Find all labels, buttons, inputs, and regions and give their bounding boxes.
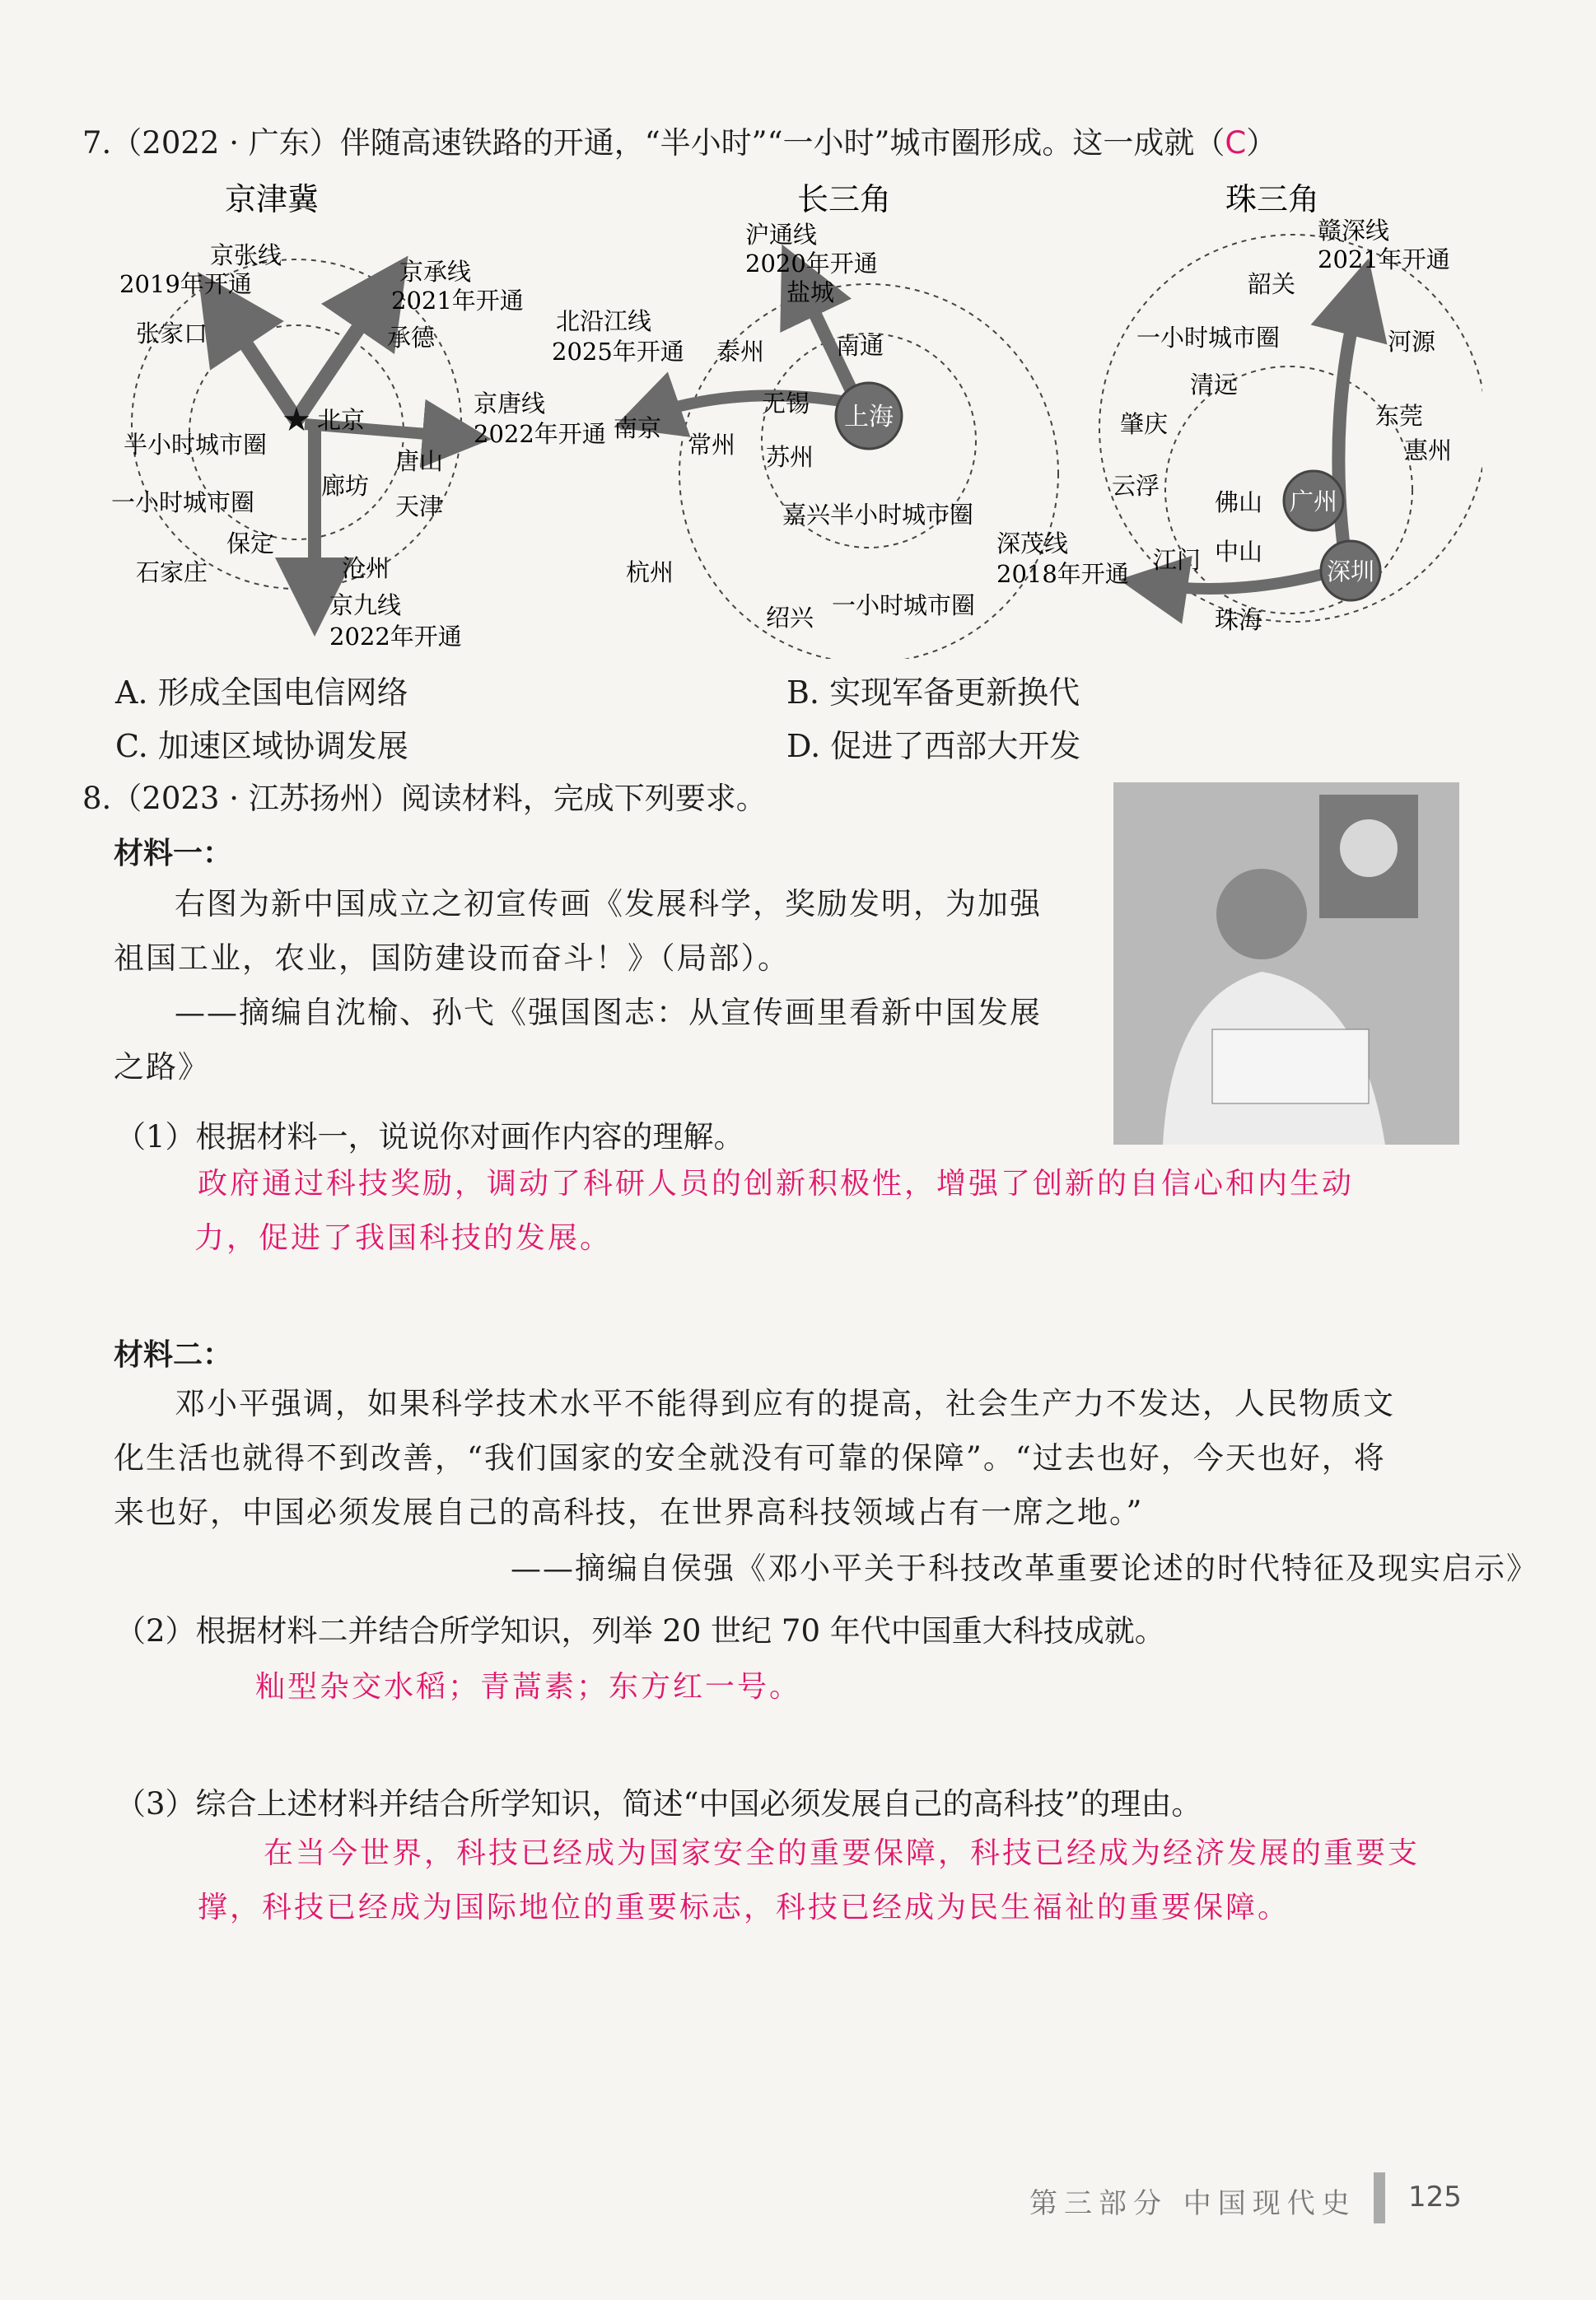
label-jingzhang-year: 2019年开通 [119, 270, 252, 298]
label-beiyan-year: 2025年开通 [552, 338, 684, 366]
label-nantong: 南通 [836, 332, 884, 360]
title-zsj: 珠三角 [1225, 181, 1320, 217]
label-jingzhang: 京张线 [210, 241, 282, 269]
option-a[interactable]: A. 形成全国电信网络 [115, 674, 408, 711]
answer-3: 在当今世界，科技已经成为国家安全的重要保障，科技已经成为经济发展的重要支 撑，科技已经成为国际地位的重要标志，科技已经成为民生福祉的重要保障。 [198, 1836, 1421, 1924]
label-hutong: 沪通线 [745, 221, 818, 249]
label-foshan: 佛山 [1215, 488, 1263, 516]
title-jjj: 京津冀 [224, 181, 320, 217]
label-zhongshan: 中山 [1215, 538, 1263, 566]
subquestion-2: （2）根据材料二并结合所学知识，列举 20 世纪 70 年代中国重大科技成就。 [115, 1613, 1165, 1649]
material-2-source: ——摘编自侯强《邓小平关于科技改革重要论述的时代特征及现实启示》 [511, 1551, 1538, 1586]
label-yancheng: 盐城 [786, 278, 835, 306]
material-1-text: 右图为新中国成立之初宣传画《发展科学，奖励发明，为加强 祖国工业，农业，国防建设而奋斗！》（局部）。 ——摘编自沈榆、孙弋《强国图志：从宣传画里看新中国发展 之路》 [114, 886, 1042, 1085]
label-jingjiu-year: 2022年开通 [329, 623, 462, 651]
label-heyuan: 河源 [1388, 328, 1436, 356]
label-shaoxing: 绍兴 [766, 604, 814, 632]
footer-divider [1374, 2172, 1385, 2223]
material-2-text: 邓小平强调，如果科学技术水平不能得到应有的提高，社会生产力不发达，人民物质文 化生活也就得不到改善，“我们国家的安全就没有可靠的保障”。“过去也好，今天也好，将 来也好，中国必须发展自己的高科技，在世界高科技领域占有一席之地。” [114, 1386, 1395, 1530]
label-zhaoqing: 肇庆 [1120, 410, 1169, 438]
label-jingjiu: 京九线 [329, 591, 402, 619]
label-huizhou: 惠州 [1404, 436, 1453, 464]
label-jiangmen: 江门 [1153, 546, 1202, 574]
option-d[interactable]: D. 促进了西部大开发 [786, 728, 1081, 764]
answer-2: 籼型杂交水稻；青蒿素；东方红一号。 [255, 1670, 802, 1704]
label-qingyuan: 清远 [1190, 371, 1239, 399]
q7-stem: 7.（2022 · 广东）伴随高速铁路的开通，“半小时”“一小时”城市圈形成。这一成就（C） [82, 125, 1277, 161]
label-zhangjiakou: 张家口 [136, 320, 208, 348]
label-langfang: 廊坊 [321, 472, 370, 500]
label-jjj-one-hour: 一小时城市圈 [111, 488, 255, 516]
label-suzhou: 苏州 [766, 443, 814, 471]
jjj-region [111, 241, 606, 651]
label-tianjin: 天津 [395, 492, 444, 520]
label-shijiazhuang: 石家庄 [136, 558, 208, 586]
label-hangzhou: 杭州 [626, 558, 674, 586]
propaganda-poster-image [1113, 782, 1459, 1145]
label-jingcheng: 京承线 [399, 258, 472, 286]
option-c[interactable]: C. 加速区域协调发展 [115, 728, 408, 764]
label-shenmao: 深茂线 [996, 530, 1069, 558]
label-shenzhen: 深圳 [1326, 558, 1375, 585]
q7-answer: C [1225, 125, 1247, 161]
label-beijing: 北京 [317, 406, 366, 434]
label-jingcheng-year: 2021年开通 [391, 287, 524, 315]
label-taizhou: 泰州 [716, 338, 765, 366]
label-jingtang-year: 2022年开通 [474, 420, 606, 448]
material-1-label: 材料一： [114, 836, 233, 870]
label-shenmao-year: 2018年开通 [996, 560, 1129, 588]
label-zsj-one-hour: 一小时城市圈 [1136, 324, 1281, 352]
footer-section: 第三部分 中国现代史 [1029, 2187, 1356, 2220]
page-number: 125 [1408, 2181, 1462, 2214]
label-gan: 赣深线 [1318, 217, 1390, 245]
label-dongguan: 东莞 [1375, 402, 1424, 430]
label-yunfu: 云浮 [1112, 472, 1160, 500]
label-zhuhai: 珠海 [1215, 606, 1263, 634]
label-gan-year: 2021年开通 [1318, 245, 1450, 273]
label-changzhou: 常州 [688, 431, 736, 459]
label-guangzhou: 广州 [1289, 488, 1338, 516]
label-beiyan: 北沿江线 [556, 307, 652, 335]
beijing-star-icon: ★ [282, 401, 311, 439]
gan-arrow [1338, 296, 1359, 568]
title-csj: 长三角 [796, 181, 892, 217]
answer-1: 政府通过科技奖励，调动了科研人员的创新积极性，增强了创新的自信心和内生动 力，促进了我国科技的发展。 [194, 1167, 1355, 1255]
label-wuxi: 无锡 [762, 390, 810, 418]
label-csj-half-hour: 嘉兴半小时城市圈 [782, 501, 974, 529]
material-2-label: 材料二： [114, 1337, 233, 1372]
shenmao-arrow [1153, 572, 1330, 589]
label-cangzhou: 沧州 [342, 554, 390, 582]
option-b[interactable]: B. 实现军备更新换代 [786, 674, 1080, 711]
label-shaoguan: 韶关 [1248, 270, 1296, 298]
q8-stem: 8.（2023 · 江苏扬州）阅读材料，完成下列要求。 [82, 781, 767, 816]
label-shanghai: 上海 [844, 403, 894, 432]
label-csj-one-hour: 一小时城市圈 [832, 591, 976, 619]
zsj-region [996, 217, 1482, 634]
label-hutong-year: 2020年开通 [745, 250, 878, 278]
csj-region [552, 221, 1058, 659]
label-chengde: 承德 [387, 324, 436, 352]
subquestion-1: （1）根据材料一，说说你对画作内容的理解。 [115, 1119, 744, 1155]
label-jjj-half-hour: 半小时城市圈 [124, 431, 268, 459]
label-nanjing: 南京 [614, 414, 662, 442]
label-baoding: 保定 [226, 530, 275, 558]
label-tangshan: 唐山 [395, 447, 444, 475]
beiyan-arrow [646, 395, 856, 416]
subquestion-3: （3）综合上述材料并结合所学知识，简述“中国必须发展自己的高科技”的理由。 [115, 1786, 1202, 1822]
label-jingtang: 京唐线 [474, 390, 546, 418]
railway-map [99, 177, 1482, 659]
